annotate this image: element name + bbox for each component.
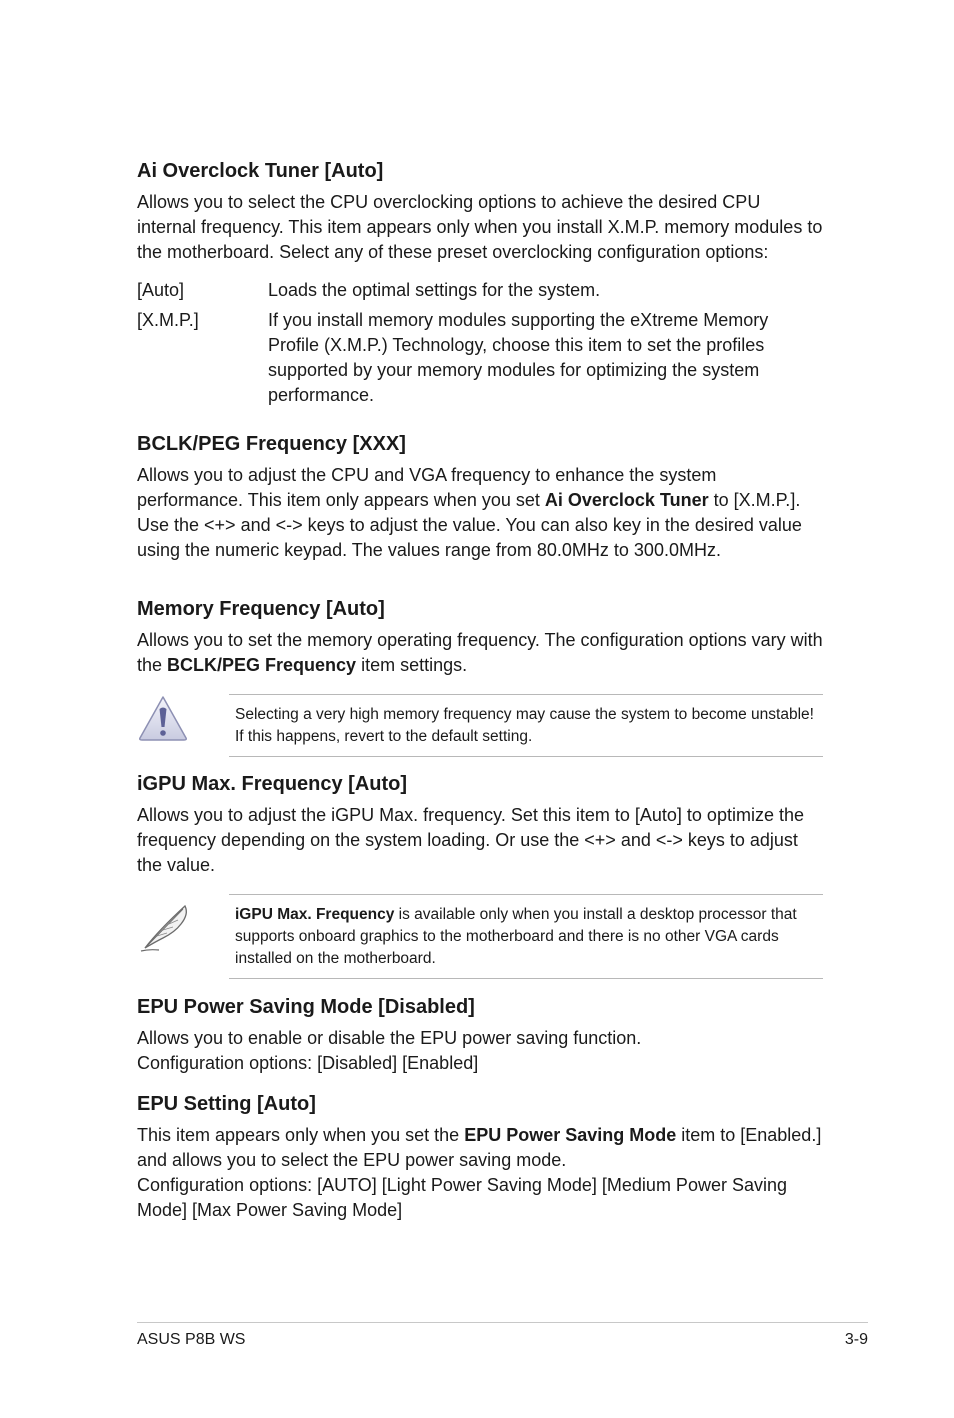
section-heading: EPU Setting [Auto] [137,1093,316,1115]
section-description: Allows you to adjust the iGPU Max. frequency. Set this item to [Auto] to optimize the frequency depending on the system loading. Or use the <+> and <-> keys to adjust the value. [137,805,804,875]
section-epu-power-saving-mode [137,994,823,1076]
option-row [137,278,823,303]
note-text: iGPU Max. Frequency is available only when you install a desktop processor that supports onboard graphics to the motherboard and there is no other VGA cards installed on the motherboard. [229,894,823,979]
footer-page-number: 3-9 [844,1331,868,1348]
section-description: Allows you to adjust the CPU and VGA frequency to enhance the system performance. This item only appears when you set Ai Overclock Tuner to [X.M.P.]. Use the <+> and <-> keys to adjust the value. You can also key in the desired value using the numeric keypad. The values range from 80.0MHz to 300.0MHz. [137,465,802,560]
configuration-options: Configuration options: [Disabled] [Enabled] [137,1053,479,1073]
footer-product-name: ASUS P8B WS [137,1331,246,1348]
section-description: Allows you to enable or disable the EPU power saving function. [137,1028,642,1048]
feather-pen-icon [137,894,229,979]
warning-text: Selecting a very high memory frequency may cause the system to become unstable! If this happens, revert to the default setting. [229,694,823,757]
option-key: [Auto] [137,280,185,300]
section-description: Allows you to select the CPU overclocking options to achieve the desired CPU internal frequency. This item appears only when you install X.M.P. memory modules to the motherboard. Select any of these preset overclocking configuration options: [137,192,823,262]
section-igpu-max-frequency [137,771,823,979]
section-memory-frequency [137,596,823,757]
section-bclk-peg-frequency [137,431,823,563]
warning-notice [137,694,823,757]
section-heading: Memory Frequency [Auto] [137,598,385,620]
option-key: [X.M.P.] [137,310,199,330]
section-description: This item appears only when you set the EPU Power Saving Mode item to [Enabled.] and allows you to select the EPU power saving mode. [137,1125,822,1170]
configuration-options: Configuration options: [AUTO] [Light Power Saving Mode] [Medium Power Saving Mode] [Max Power Saving Mode] [137,1175,787,1220]
section-heading: EPU Power Saving Mode [Disabled] [137,996,475,1018]
section-heading: iGPU Max. Frequency [Auto] [137,773,408,795]
warning-triangle-icon [137,694,229,757]
section-epu-setting [137,1091,823,1223]
section-heading: Ai Overclock Tuner [Auto] [137,160,384,182]
option-value: If you install memory modules supporting the eXtreme Memory Profile (X.M.P.) Technology, choose this item to set the profiles supported by your memory modules for optimizing the system performance. [268,310,769,405]
footer-divider [137,1322,868,1323]
section-description: Allows you to set the memory operating frequency. The configuration options vary with the BCLK/PEG Frequency item settings. [137,630,823,675]
option-value: Loads the optimal settings for the system. [268,280,601,300]
section-ai-overclock-tuner [137,158,823,408]
section-heading: BCLK/PEG Frequency [XXX] [137,433,406,455]
option-row [137,308,823,408]
page-content [137,158,823,1223]
note-notice [137,894,823,979]
